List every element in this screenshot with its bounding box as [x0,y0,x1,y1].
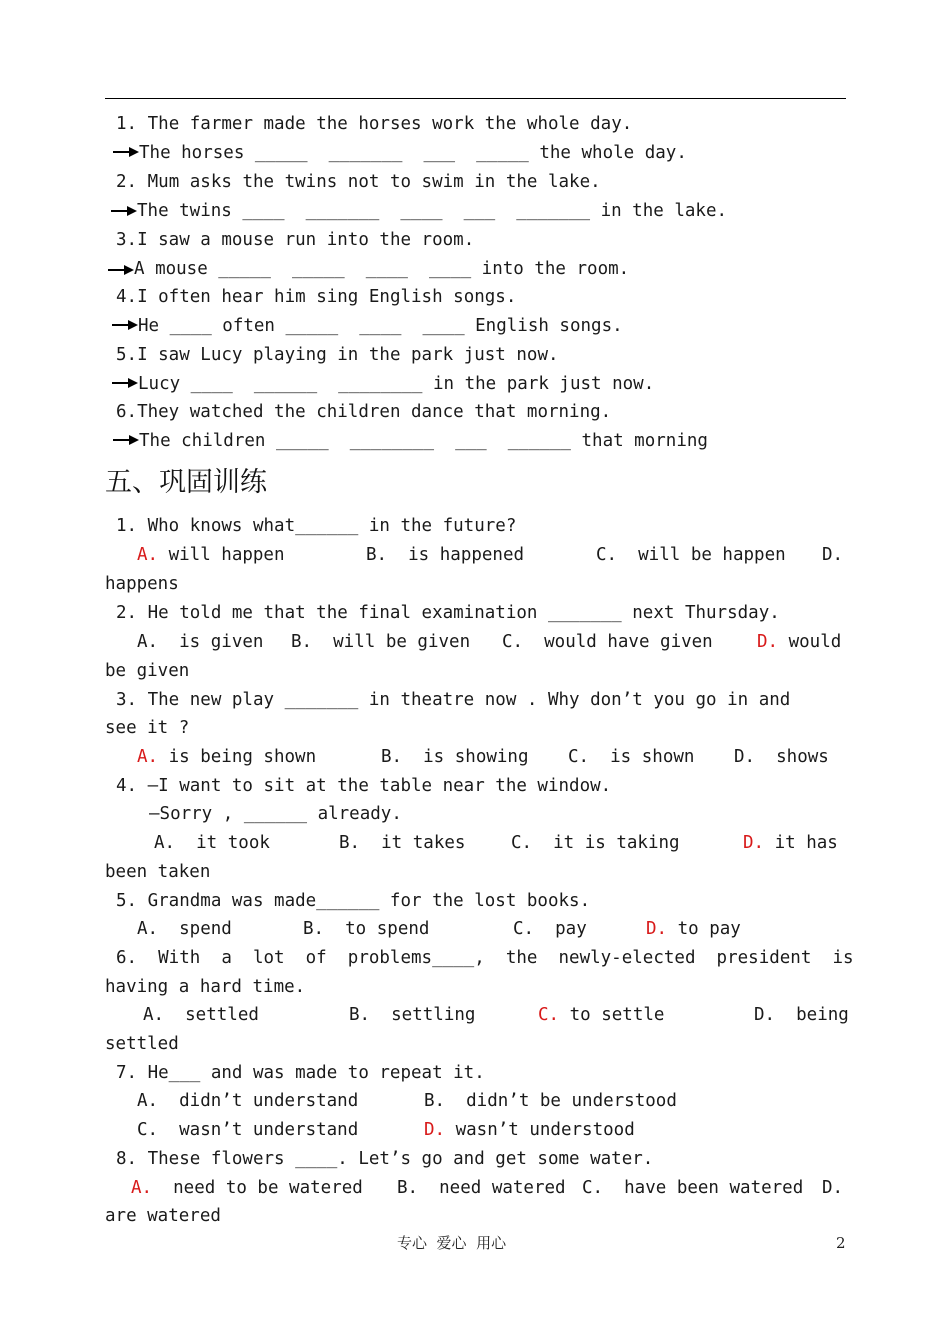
section-heading: 五、巩固训练 [105,467,267,498]
question-4-stem: 4. —I want to sit at the table near the window. [116,776,612,796]
right-arrow-icon [108,261,134,275]
option-d-wrap: happens [105,574,179,594]
option-d: D. would [757,632,842,652]
option-c: C. wasn’t understand [137,1120,359,1140]
option-b: B. is happened [366,545,525,565]
option-d: D. it has [743,833,838,853]
answer-letter: D. [743,833,765,853]
question-5-stem: 5. Grandma was made______ for the lost books. [116,891,591,911]
option-d-wrap: be given [105,661,190,681]
question-1-stem: 1. Who knows what______ in the future? [116,516,517,536]
option-c: C. to settle [538,1005,665,1025]
transform-item-5: 5.I saw Lucy playing in the park just now. [116,345,559,365]
right-arrow-icon [113,433,139,447]
option-c: C. it is taking [511,833,680,853]
question-7-stem: 7. He___ and was made to repeat it. [116,1063,485,1083]
right-arrow-icon [112,376,138,390]
option-c: C. will be happen [596,545,786,565]
question-6-stem-wrap: having a hard time. [105,977,306,997]
option-d: D. wasn’t understood [424,1120,635,1140]
option-b: B. settling [349,1005,476,1025]
answer-letter: D. [646,919,668,939]
option-d: D. [822,545,844,565]
transform-rewrite-1: The horses _____ _______ ___ _____ the whole day. [113,142,687,164]
page-number: 2 [836,1234,846,1252]
transform-rewrite-3: A mouse _____ _____ ____ ____ into the room. [108,258,629,280]
option-a: A. settled [143,1005,259,1025]
option-a: A. spend [137,919,232,939]
transform-item-6: 6.They watched the children dance that morning. [116,402,612,422]
question-4-reply: —Sorry , ______ already. [149,804,402,824]
option-d-wrap: are watered [105,1206,221,1226]
footer-motto: 专心 爱心 用心 [397,1234,507,1252]
header-rule [105,98,846,99]
option-b: B. to spend [303,919,430,939]
answer-letter: A. [137,747,159,767]
answer-letter: D. [757,632,779,652]
option-b: B. need watered [397,1178,566,1198]
option-a: A. is being shown [137,747,317,767]
option-a: A. it took [154,833,270,853]
question-3-stem: 3. The new play _______ in theatre now . Why don’t you go in and [116,690,791,710]
option-c: C. pay [513,919,587,939]
right-arrow-icon [113,145,139,159]
transform-item-1: 1. The farmer made the horses work the whole day. [116,114,633,134]
option-a: A. is given [137,632,264,652]
option-a: A. need to be watered [131,1178,363,1198]
option-b: B. is showing [381,747,529,767]
option-a: A. will happen [137,545,285,565]
right-arrow-icon [112,318,138,332]
option-c: C. is shown [568,747,695,767]
answer-letter: A. [131,1178,153,1198]
option-b: B. will be given [291,632,471,652]
question-6-stem: 6. With a lot of problems____, the newly-elected president is [116,948,854,968]
transform-rewrite-5: Lucy ____ ______ ________ in the park just now. [112,373,654,395]
option-d: D. to pay [646,919,741,939]
option-d: D. being [754,1005,849,1025]
option-d-wrap: been taken [105,862,211,882]
answer-letter: A. [137,545,159,565]
option-a: A. didn’t understand [137,1091,359,1111]
question-2-stem: 2. He told me that the final examination _______ next Thursday. [116,603,780,623]
transform-item-4: 4.I often hear him sing English songs. [116,287,517,307]
option-d-wrap: settled [105,1034,179,1054]
transform-rewrite-4: He ____ often _____ ____ ____ English songs. [112,315,623,337]
question-3-stem-wrap: see it ? [105,718,190,738]
option-c: C. have been watered [582,1178,804,1198]
answer-letter: D. [424,1120,446,1140]
transform-rewrite-6: The children _____ ________ ___ ______ that morning [113,430,708,452]
option-b: B. it takes [339,833,466,853]
option-d: D. shows [734,747,829,767]
right-arrow-icon [111,203,137,217]
option-c: C. would have given [502,632,713,652]
question-8-stem: 8. These flowers ____. Let’s go and get some water. [116,1149,654,1169]
option-d: D. [822,1178,844,1198]
transform-item-2: 2. Mum asks the twins not to swim in the lake. [116,172,601,192]
option-b: B. didn’t be understood [424,1091,677,1111]
answer-letter: C. [538,1005,560,1025]
transform-rewrite-2: The twins ____ _______ ____ ___ _______ in the lake. [111,200,727,222]
transform-item-3: 3.I saw a mouse run into the room. [116,230,475,250]
